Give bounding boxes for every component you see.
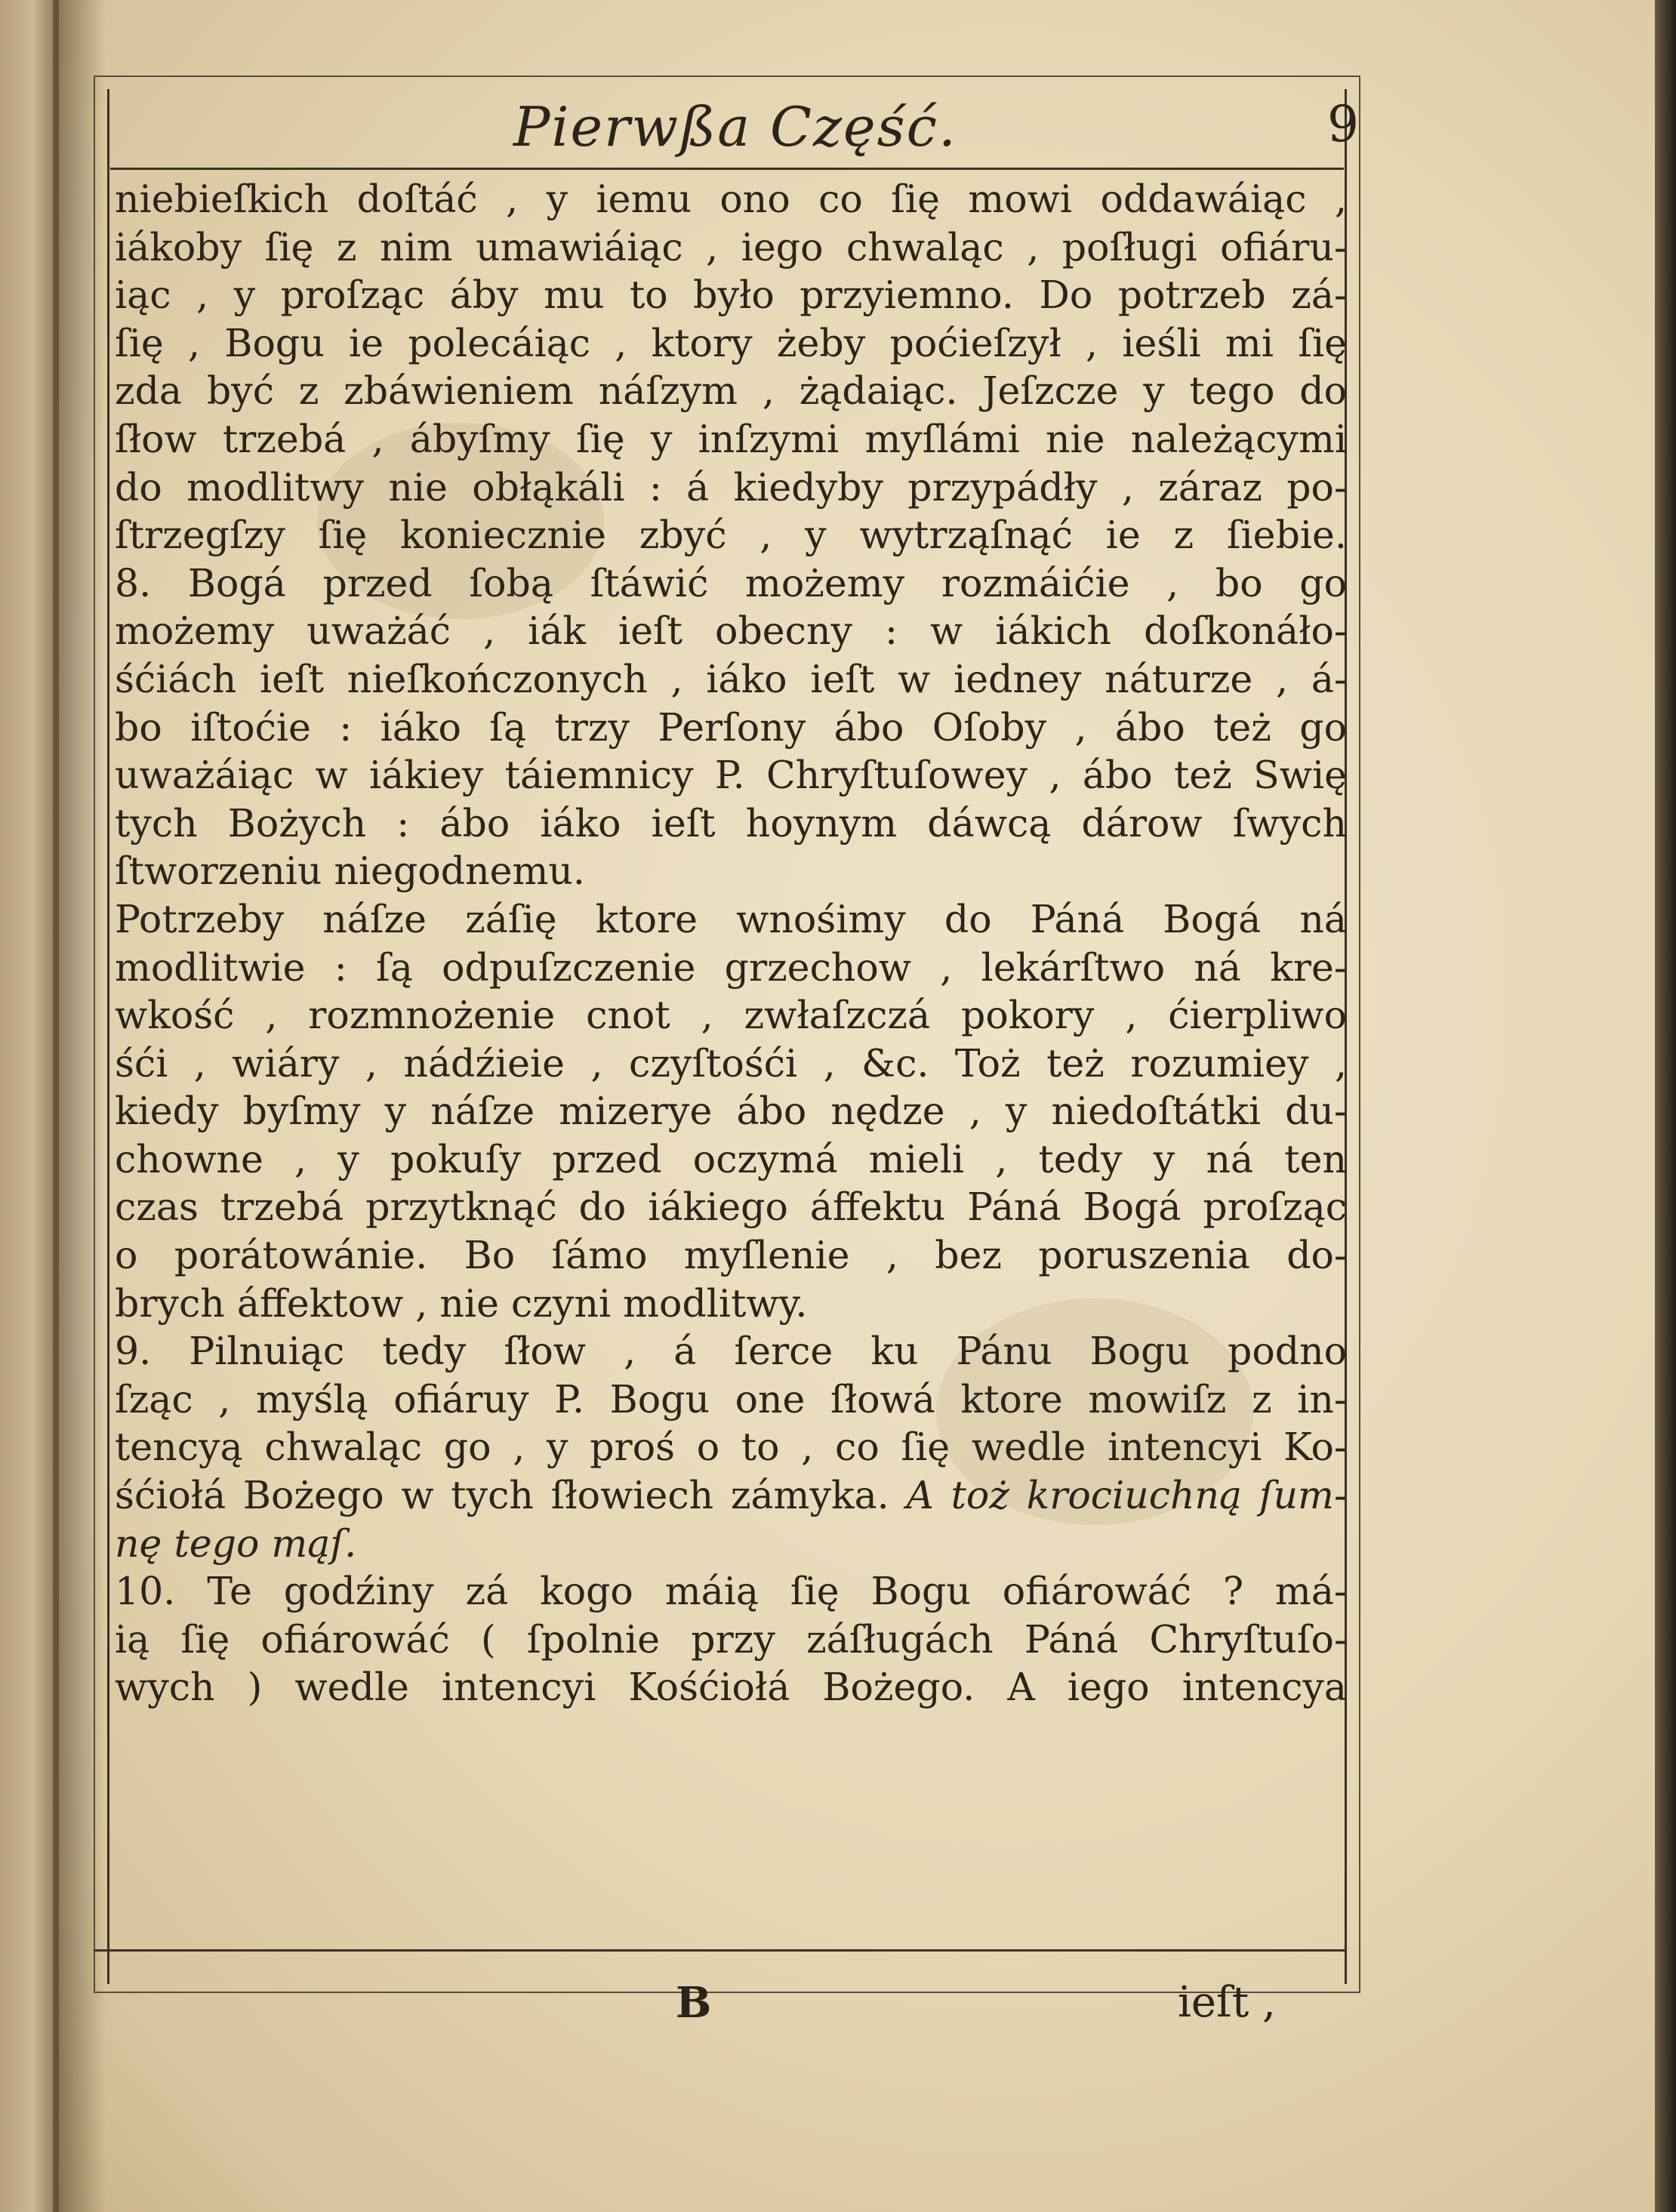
catchword: ieſt , <box>1178 1978 1276 2027</box>
text-line: ią ſię ofiárowáć ( ſpolnie przy záſługách Páná Chryſtuſo- <box>115 1616 1347 1662</box>
text-line: Potrzeby náſze záſię ktore wnośimy do Páná Bogá ná <box>115 896 1347 941</box>
text-line: 10. Te godźiny zá kogo máią ſię Bogu ofiárowáć ? má- <box>115 1569 1347 1614</box>
text-line: ſię , Bogu ie polecáiąc , ktory żeby poćieſzył , ieśli mi ſię <box>115 320 1347 365</box>
footer-rule <box>94 1949 1347 1952</box>
page-number: 9 <box>1327 95 1359 153</box>
text-line: iákoby ſię z nim umawiáiąc , iego chwaląc , poſługi ofiáru- <box>115 224 1347 270</box>
text-line: wkość , rozmnożenie cnot , zwłaſzczá pokory , ćierpliwo <box>115 993 1347 1038</box>
text-line: bo iſtoćie : iáko ſą trzy Perſony ábo Oſoby , ábo też go <box>115 704 1347 750</box>
text-line: możemy uważáć , iák ieſt obecny : w iákich doſkonáło- <box>115 608 1347 654</box>
page-header <box>121 92 1359 175</box>
text-line: chowne , y pokuſy przed oczymá mieli , tedy y ná ten <box>115 1136 1347 1181</box>
text-line-italic: nę tego mąſ. <box>115 1520 357 1566</box>
text-line: czas trzebá przytknąć do iákiego áffektu Páná Bogá proſząc <box>115 1185 1347 1230</box>
text-line: brych áffektow , nie czyni modlitwy. <box>115 1280 808 1326</box>
text-line: niebieſkich doſtáć , y iemu ono co ſię mowi oddawáiąc , <box>115 177 1347 221</box>
body-text <box>115 175 1347 1711</box>
text-line: tencyą chwaląc go , y proś o to , co ſię wedle intencyi Ko- <box>115 1425 1347 1470</box>
text-line: ſtworzeniu niegodnemu. <box>115 849 585 894</box>
text-line: śćiách ieſt nieſkończonych , iáko ieſt w iedney náturze , á- <box>115 656 1347 701</box>
header-rule <box>110 168 1344 170</box>
text-line: tych Bożych : ábo iáko ieſt hoynym dáwcą dárow ſwych <box>115 800 1347 846</box>
text-line: 9. Pilnuiąc tedy ſłow , á ſerce ku Pánu Bogu podno <box>115 1329 1347 1374</box>
scan-right-edge <box>1655 0 1676 2212</box>
text-run: śćiołá Bożego w tych ſłowiech zámyka. <box>115 1473 907 1518</box>
italic-run: A toż krociuchną ſum- <box>906 1473 1347 1518</box>
text-line: wych ) wedle intencyi Kośćiołá Bożego. A iego intencya <box>115 1665 1347 1710</box>
text-line: iąc , y proſząc áby mu to było przyiemno. Do potrzeb zá- <box>115 273 1347 318</box>
text-line: ſtrzegſzy ſię koniecznie zbyć , y wytrząſnąć ie z ſiebie. <box>115 513 1347 558</box>
text-line: o porátowánie. Bo ſámo myſlenie , bez poruszenia do- <box>115 1233 1347 1278</box>
text-line: ſząc , myślą ofiáruy P. Bogu one ſłowá ktore mowiſz z in- <box>115 1376 1347 1422</box>
text-line: uważáiąc w iákiey táiemnicy P. Chryſtuſowey , ábo też Swię <box>115 753 1347 798</box>
text-line: zda być z zbáwieniem náſzym , żądaiąc. Jeſzcze y tego do <box>115 368 1347 414</box>
facing-page-edge <box>0 0 59 2212</box>
text-line: do modlitwy nie obłąkáli : á kiedyby przypádły , záraz po- <box>115 464 1347 510</box>
text-line: modlitwie : ſą odpuſzczenie grzechow , lekárſtwo ná kre- <box>115 944 1347 990</box>
signature-mark: B <box>676 1978 712 2028</box>
text-line: kiedy byſmy y náſze mizerye ábo nędze , y niedoſtátki du- <box>115 1089 1347 1134</box>
text-line: ſłow trzebá , ábyſmy ſię y inſzymi myſlámi nie należącymi <box>115 416 1347 461</box>
text-line-mixed <box>115 1471 1347 1520</box>
text-line: śći , wiáry , nádźieie , czyſtośći , &c. Toż też rozumiey , <box>115 1040 1347 1086</box>
text-line: 8. Bogá przed ſobą ſtáwić możemy rozmáićie , bo go <box>115 560 1347 605</box>
running-title: Pierwßa Część. <box>513 95 957 159</box>
